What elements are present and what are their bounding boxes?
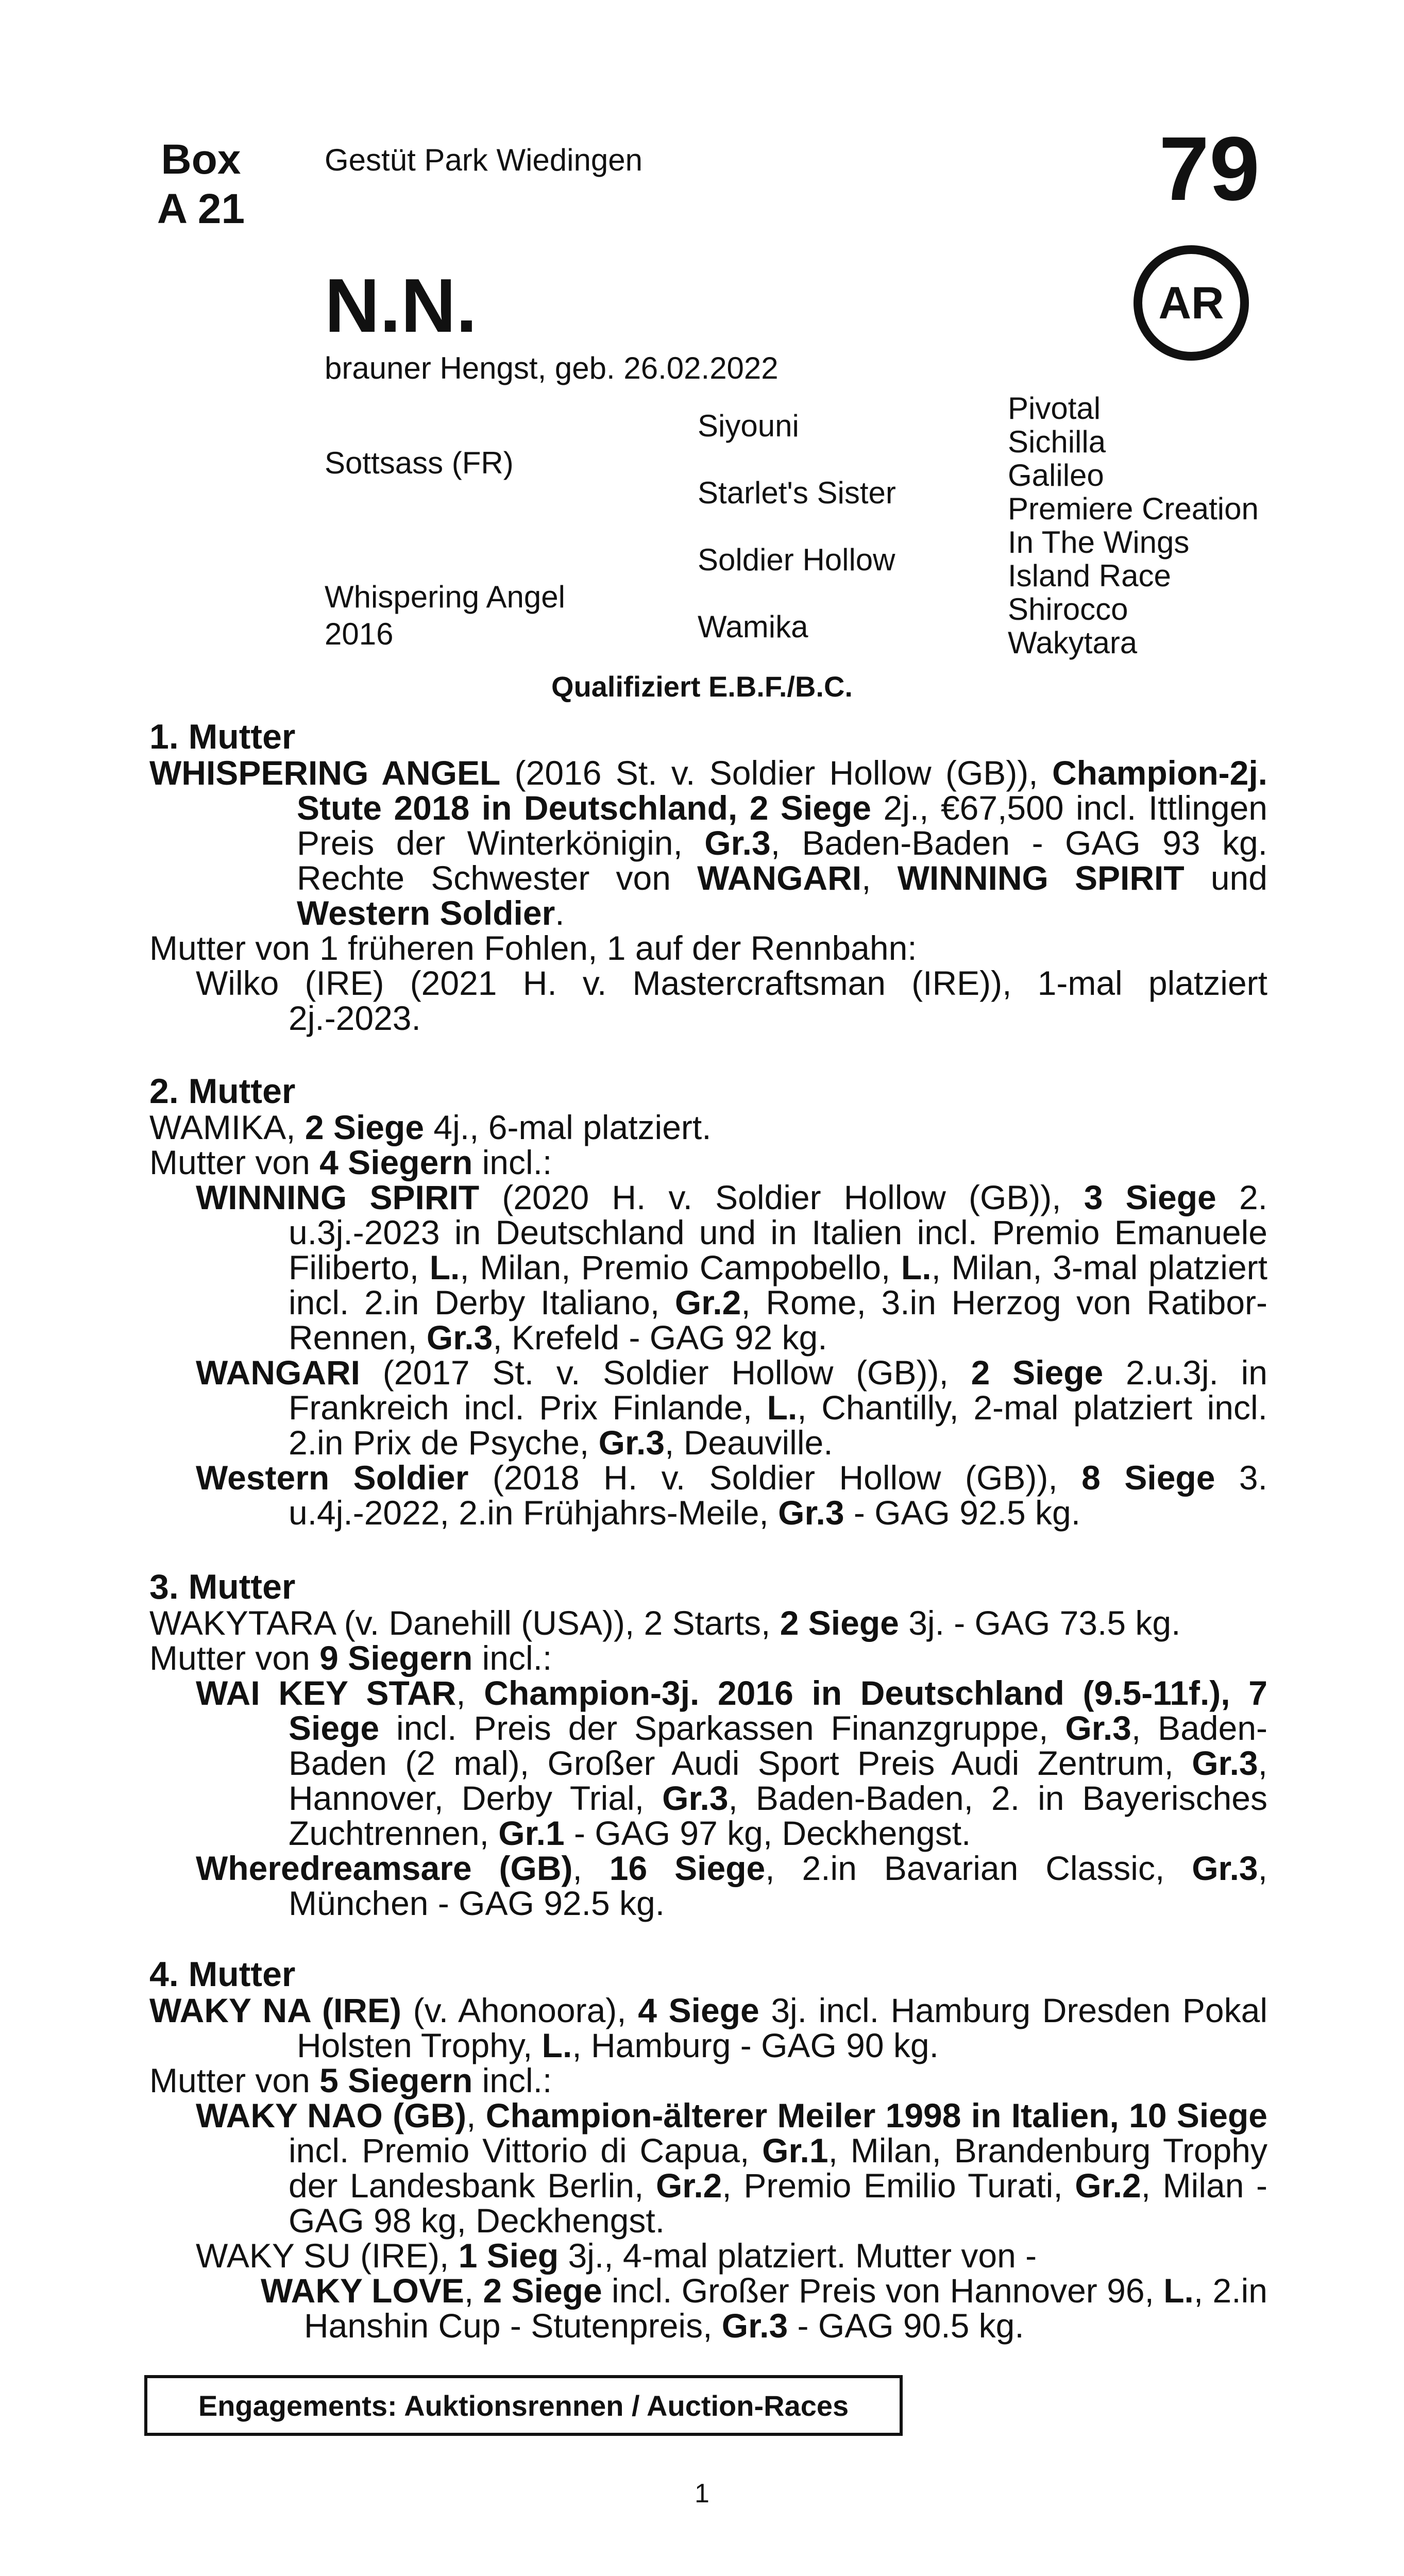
dam1-paragraph: WHISPERING ANGEL (2016 St. v. Soldier Hollow (GB)), Champion-2j. Stute 2018 in Deutschland, 2 Siege 2j., €67,500 incl. Ittlingen Preis der Winterkönigin, Gr.3, Baden-Baden - GAG 93 kg. Rechte Schwester von WANGARI, WINNING SPIRIT und Western Soldier. <box>149 754 1268 932</box>
pedigree-grandparent: Starlet's Sister <box>698 476 896 510</box>
pedigree-grandparent: Siyouni <box>698 409 799 443</box>
dam2-entry: Western Soldier (2018 H. v. Soldier Hollow (GB)), 8 Siege 3. u.4j.-2022, 2.in Frühjahrs-Meile, Gr.3 - GAG 92.5 kg. <box>196 1459 1267 1532</box>
horse-description: brauner Hengst, geb. 26.02.2022 <box>325 351 779 385</box>
pedigree-sire: Sottsass (FR) <box>325 446 514 480</box>
dam3-entry: WAI KEY STAR, Champion-3j. 2016 in Deutschland (9.5-11f.), 7 Siege incl. Preis der Sparkassen Finanzgruppe, Gr.3, Baden-Baden (2 mal), Großer Audi Sport Preis Audi Zentrum, Gr.3, Hannover, Derby Trial, Gr.3, Baden-Baden, 2. in Bayerisches Zuchtrennen, Gr.1 - GAG 97 kg, Deckhengst. <box>196 1674 1268 1852</box>
dam2-section <box>149 1073 1267 1530</box>
dam3-line: WAKYTARA (v. Danehill (USA)), 2 Starts, 2 Siege 3j. - GAG 73.5 kg. <box>149 1604 1181 1642</box>
dam3-section <box>149 1568 1267 1921</box>
breeder-name: Gestüt Park Wiedingen <box>325 143 642 177</box>
dam3-heading: 3. Mutter <box>149 1567 296 1606</box>
pedigree-great-grandparent: Wakytara <box>1008 625 1138 660</box>
dam1-foal: Wilko (IRE) (2021 H. v. Mastercraftsman (IRE)), 1-mal platziert 2j.-2023. <box>196 964 1267 1037</box>
box-label-line2: A 21 <box>157 185 245 232</box>
dam4-paragraph: WAKY NA (IRE) (v. Ahonoora), 4 Siege 3j. incl. Hamburg Dresden Pokal Holsten Trophy, L., Hamburg - GAG 90 kg. <box>149 1991 1267 2064</box>
dam4-entry: WAKY NAO (GB), Champion-älterer Meiler 1998 in Italien, 10 Siege incl. Premio Vittorio di Capua, Gr.1, Milan, Brandenburg Trophy der Landesbank Berlin, Gr.2, Premio Emilio Turati, Gr.2, Milan - GAG 98 kg, Deckhengst. <box>196 2096 1267 2240</box>
pedigree-great-grandparent: Galileo <box>1008 458 1104 493</box>
ar-badge <box>1134 245 1249 361</box>
dam3-entry: Wheredreamsare (GB), 16 Siege, 2.in Bavarian Classic, Gr.3, München - GAG 92.5 kg. <box>196 1849 1267 1922</box>
dam4-entry: WAKY LOVE, 2 Siege incl. Großer Preis von Hannover 96, L., 2.in Hanshin Cup - Stutenpreis, Gr.3 - GAG 90.5 kg. <box>261 2272 1267 2345</box>
dam2-entry: WINNING SPIRIT (2020 H. v. Soldier Hollow (GB)), 3 Siege 2. u.3j.-2023 in Deutschland und in Italien incl. Premio Emanuele Filiberto, L., Milan, Premio Campobello, L., Milan, 3-mal platziert incl. 2.in Derby Italiano, Gr.2, Rome, 3.in Herzog von Ratibor-Rennen, Gr.3, Krefeld - GAG 92 kg. <box>196 1178 1268 1357</box>
dam1-section <box>149 718 1267 1036</box>
page-number: 1 <box>695 2479 709 2509</box>
pedigree-great-grandparent: In The Wings <box>1008 525 1190 560</box>
pedigree-great-grandparent: Island Race <box>1008 558 1171 593</box>
engagements-text: Engagements: Auktionsrennen / Auction-Races <box>198 2389 849 2422</box>
pedigree-dam: Whispering Angel <box>325 580 565 614</box>
pedigree-great-grandparent: Sichilla <box>1008 425 1106 459</box>
dam2-entry: WANGARI (2017 St. v. Soldier Hollow (GB)), 2 Siege 2.u.3j. in Frankreich incl. Prix Finlande, L., Chantilly, 2-mal platziert incl. 2.in Prix de Psyche, Gr.3, Deauville. <box>196 1353 1267 1462</box>
lot-number: 79 <box>1159 118 1260 219</box>
pedigree-grandparent: Soldier Hollow <box>698 543 895 577</box>
dam4-entry: WAKY SU (IRE), 1 Sieg 3j., 4-mal platziert. Mutter von - <box>196 2236 1037 2275</box>
dam3-produce-line: Mutter von 9 Siegern incl.: <box>149 1639 552 1677</box>
dam4-heading: 4. Mutter <box>149 1955 296 1994</box>
dam2-produce-line: Mutter von 4 Siegern incl.: <box>149 1143 552 1181</box>
box-label <box>149 135 252 234</box>
engagements-box <box>144 2375 903 2436</box>
ar-badge-text: AR <box>1158 277 1224 328</box>
dam2-heading: 2. Mutter <box>149 1072 296 1111</box>
qualification: Qualifiziert E.B.F./B.C. <box>551 670 853 703</box>
horse-name: N.N. <box>325 263 477 348</box>
dam2-line: WAMIKA, 2 Siege 4j., 6-mal platziert. <box>149 1108 712 1146</box>
pedigree-great-grandparent: Premiere Creation <box>1008 492 1259 526</box>
box-label-line1: Box <box>161 136 241 183</box>
pedigree-grandparent: Wamika <box>698 609 808 644</box>
pedigree-great-grandparent: Shirocco <box>1008 592 1128 626</box>
pedigree-great-grandparent: Pivotal <box>1008 391 1101 426</box>
dam1-foals-line: Mutter von 1 früheren Fohlen, 1 auf der Rennbahn: <box>149 929 917 967</box>
dam1-heading: 1. Mutter <box>149 717 296 756</box>
dam4-section <box>149 1956 1267 2343</box>
pedigree-dam-year: 2016 <box>325 617 394 651</box>
dam4-produce-line: Mutter von 5 Siegern incl.: <box>149 2061 552 2099</box>
